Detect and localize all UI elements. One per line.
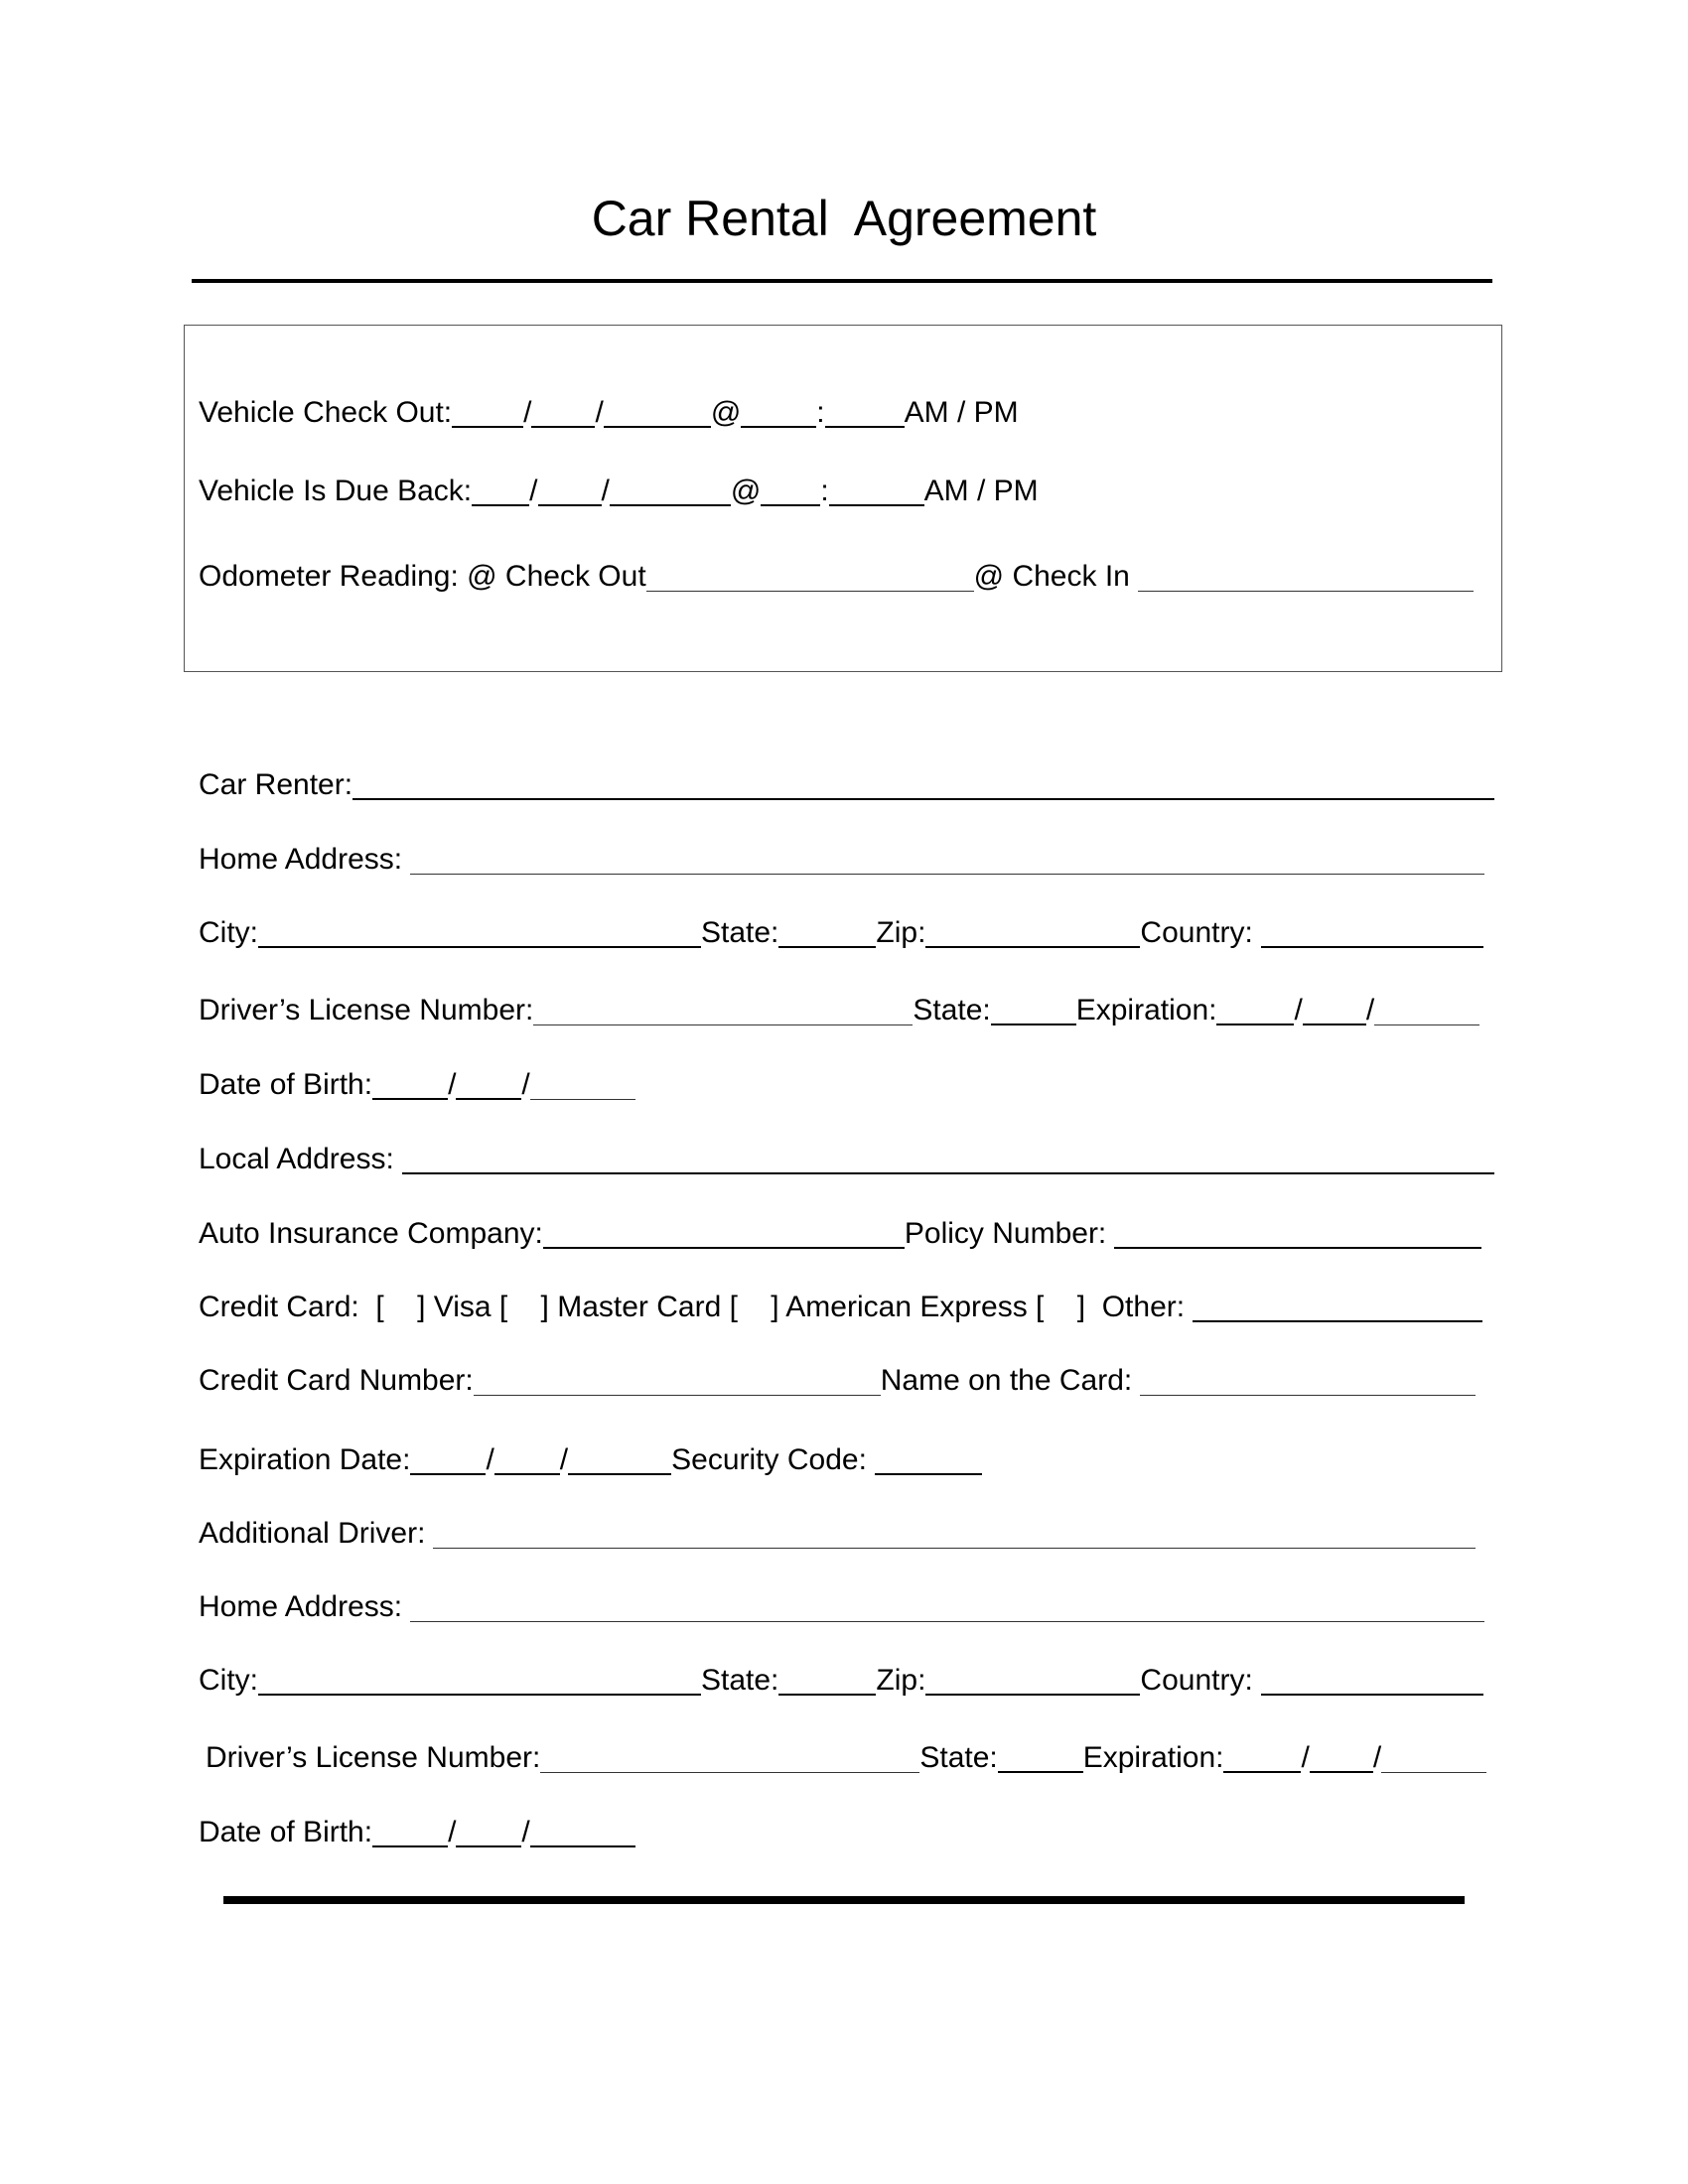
odometer-check-out-field[interactable]: [646, 561, 974, 592]
additional-license-label: Driver’s License Number:: [206, 1741, 541, 1774]
additional-license-row: [206, 1740, 1486, 1776]
due-back-minute-field[interactable]: [829, 475, 924, 506]
security-code-field[interactable]: [875, 1443, 982, 1475]
license-number-field[interactable]: [533, 995, 913, 1025]
expiration-label: Expiration:: [1075, 994, 1217, 1026]
additional-expiration-day-field[interactable]: [1310, 1741, 1373, 1773]
check-out-day-field[interactable]: [531, 396, 595, 428]
additional-home-address-field[interactable]: [410, 1591, 1484, 1622]
date-separator: /: [448, 1068, 457, 1101]
credit-card-other-field[interactable]: [1193, 1291, 1482, 1322]
am-pm-label: AM / PM: [923, 475, 1039, 507]
city-field[interactable]: [258, 916, 701, 948]
card-exp-month-field[interactable]: [410, 1443, 486, 1475]
date-separator: /: [1294, 994, 1303, 1026]
name-on-card-label: Name on the Card:: [880, 1364, 1133, 1397]
home-address-field[interactable]: [410, 844, 1484, 875]
odometer-row: [199, 559, 1474, 595]
car-renter-label: Car Renter:: [199, 768, 353, 801]
date-separator: /: [529, 475, 538, 507]
date-separator: /: [521, 1068, 530, 1101]
date-separator: /: [601, 475, 610, 507]
insurance-row: [199, 1216, 1481, 1252]
additional-expiration-label: Expiration:: [1082, 1741, 1224, 1774]
policy-number-label: Policy Number:: [904, 1217, 1107, 1250]
dob-row: [199, 1067, 635, 1103]
additional-state-field[interactable]: [778, 1664, 876, 1696]
odometer-check-out-label: Odometer Reading: @ Check Out: [199, 560, 646, 593]
city-label: City:: [199, 916, 258, 949]
license-state-field[interactable]: [991, 994, 1076, 1025]
dob-month-field[interactable]: [372, 1068, 448, 1100]
license-state-label: State:: [913, 994, 991, 1026]
additional-dob-month-field[interactable]: [372, 1816, 448, 1847]
additional-license-number-field[interactable]: [540, 1742, 919, 1773]
additional-country-label: Country:: [1140, 1664, 1253, 1697]
check-out-year-field[interactable]: [604, 396, 711, 428]
dob-day-field[interactable]: [456, 1068, 521, 1100]
additional-home-address-label: Home Address:: [199, 1590, 403, 1623]
additional-driver-label: Additional Driver:: [199, 1517, 426, 1550]
license-row: [199, 993, 1479, 1028]
dob-year-field[interactable]: [530, 1069, 635, 1100]
additional-license-state-label: State:: [919, 1741, 998, 1774]
bottom-divider: [223, 1896, 1465, 1904]
due-back-hour-field[interactable]: [761, 475, 820, 506]
additional-city-field[interactable]: [258, 1664, 701, 1696]
zip-label: Zip:: [876, 916, 926, 949]
additional-dob-day-field[interactable]: [456, 1816, 521, 1847]
additional-driver-field[interactable]: [433, 1518, 1476, 1549]
local-address-field[interactable]: [402, 1143, 1494, 1174]
due-back-row: [199, 474, 1039, 509]
state-label: State:: [701, 916, 779, 949]
at-sign: @: [730, 475, 762, 507]
local-address-row: [199, 1142, 1494, 1177]
additional-city-label: City:: [199, 1664, 258, 1697]
city-row: [199, 915, 1483, 951]
check-out-minute-field[interactable]: [825, 396, 905, 428]
time-separator: :: [816, 396, 825, 429]
expiration-month-field[interactable]: [1216, 994, 1294, 1025]
due-back-day-field[interactable]: [538, 475, 602, 506]
car-renter-field[interactable]: [352, 768, 1494, 800]
additional-city-row: [199, 1663, 1483, 1699]
dob-label: Date of Birth:: [199, 1068, 373, 1101]
car-renter-row: [199, 767, 1494, 803]
check-out-label: Vehicle Check Out:: [199, 396, 453, 429]
check-out-row: [199, 395, 1019, 431]
country-label: Country:: [1140, 916, 1253, 949]
card-exp-day-field[interactable]: [494, 1443, 560, 1475]
check-out-month-field[interactable]: [452, 396, 523, 428]
home-address-row: [199, 842, 1484, 878]
insurance-company-field[interactable]: [543, 1217, 905, 1249]
date-separator: /: [595, 396, 604, 429]
additional-expiration-month-field[interactable]: [1223, 1741, 1301, 1773]
country-field[interactable]: [1261, 916, 1483, 948]
date-separator: /: [448, 1816, 457, 1848]
expiration-date-label: Expiration Date:: [199, 1443, 411, 1476]
home-address-label: Home Address:: [199, 843, 403, 876]
state-field[interactable]: [778, 916, 876, 948]
security-code-label: Security Code:: [671, 1443, 867, 1476]
additional-driver-row: [199, 1516, 1476, 1552]
name-on-card-field[interactable]: [1140, 1365, 1476, 1396]
due-back-year-field[interactable]: [610, 475, 731, 506]
zip-field[interactable]: [925, 916, 1140, 948]
additional-expiration-year-field[interactable]: [1381, 1742, 1486, 1773]
check-out-hour-field[interactable]: [741, 396, 816, 428]
credit-card-type-options[interactable]: Credit Card: [ ] Visa [ ] Master Card [ ] American Express [ ] Other:: [199, 1291, 1186, 1323]
odometer-check-in-label: @ Check In: [973, 560, 1130, 593]
am-pm-label: AM / PM: [904, 396, 1019, 429]
date-separator: /: [521, 1816, 530, 1848]
date-separator: /: [559, 1443, 569, 1476]
credit-card-row: [199, 1290, 1482, 1325]
expiration-year-field[interactable]: [1374, 995, 1479, 1025]
time-separator: :: [820, 475, 829, 507]
additional-license-state-field[interactable]: [998, 1741, 1083, 1773]
at-sign: @: [710, 396, 742, 429]
card-number-label: Credit Card Number:: [199, 1364, 474, 1397]
due-back-label: Vehicle Is Due Back:: [199, 475, 473, 507]
additional-home-address-row: [199, 1589, 1484, 1625]
card-number-row: [199, 1363, 1476, 1399]
expiration-day-field[interactable]: [1303, 994, 1366, 1025]
additional-zip-label: Zip:: [876, 1664, 926, 1697]
additional-zip-field[interactable]: [925, 1664, 1140, 1696]
additional-country-field[interactable]: [1261, 1664, 1483, 1696]
document-title: Car Rental Agreement: [591, 191, 1097, 246]
additional-state-label: State:: [701, 1664, 779, 1697]
date-separator: /: [486, 1443, 494, 1476]
card-exp-year-field[interactable]: [568, 1443, 671, 1475]
additional-dob-row: [199, 1815, 635, 1850]
date-separator: /: [1301, 1741, 1310, 1774]
title-underline: [192, 279, 1492, 283]
date-separator: /: [523, 396, 532, 429]
insurance-label: Auto Insurance Company:: [199, 1217, 543, 1250]
card-expiration-row: [199, 1442, 982, 1478]
local-address-label: Local Address:: [199, 1143, 394, 1175]
additional-dob-year-field[interactable]: [530, 1816, 635, 1847]
date-separator: /: [1365, 994, 1375, 1026]
odometer-check-in-field[interactable]: [1138, 561, 1474, 592]
due-back-month-field[interactable]: [472, 475, 529, 506]
date-separator: /: [1372, 1741, 1382, 1774]
additional-dob-label: Date of Birth:: [199, 1816, 373, 1848]
policy-number-field[interactable]: [1114, 1217, 1481, 1249]
license-label: Driver’s License Number:: [199, 994, 534, 1026]
card-number-field[interactable]: [474, 1365, 881, 1396]
